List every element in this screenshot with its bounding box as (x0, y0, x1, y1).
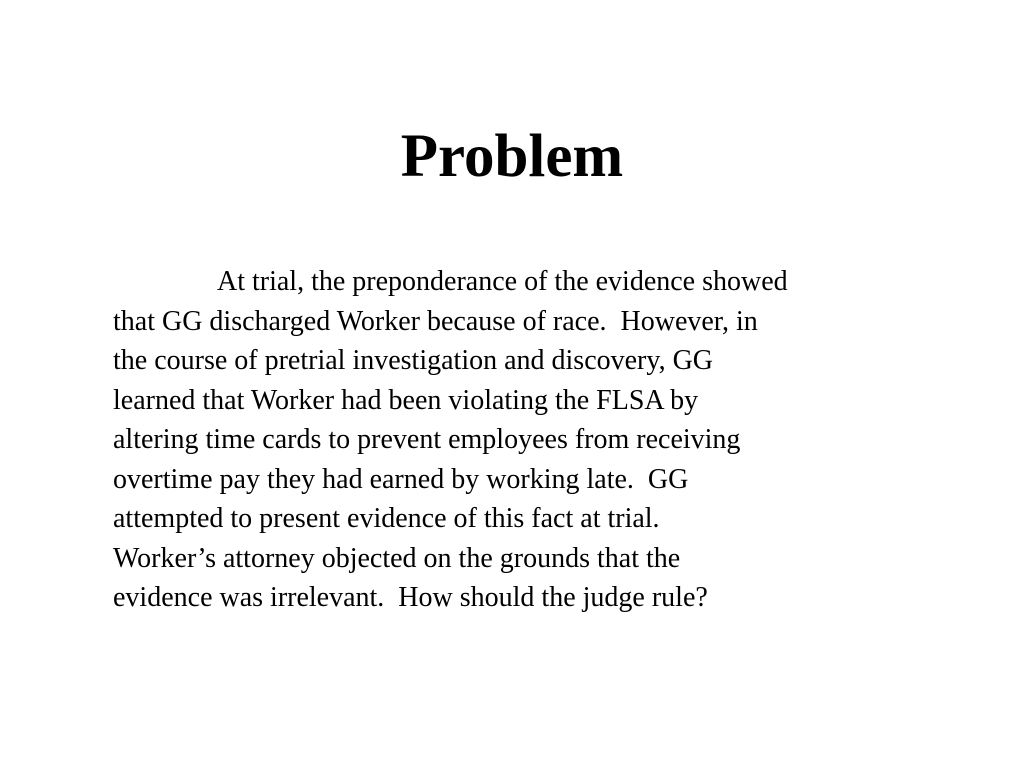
body-line: the course of pretrial investigation and discovery, GG (113, 345, 714, 376)
body-line: that GG discharged Worker because of race. However, in (113, 305, 758, 337)
slide-body-paragraph (113, 262, 923, 618)
body-line: overtime pay they had earned by working late. GG (113, 463, 689, 495)
body-line: At trial, the preponderance of the evidence showed (217, 266, 788, 297)
slide-title: Problem (400, 123, 624, 190)
body-line: Worker’s attorney objected on the grounds that the (113, 542, 681, 574)
body-line: evidence was irrelevant. How should the judge rule? (113, 582, 708, 613)
body-line: learned that Worker had been violating the FLSA by (113, 384, 699, 416)
body-line: attempted to present evidence of this fact at trial. (113, 503, 660, 534)
body-line: altering time cards to prevent employees from receiving (113, 424, 741, 455)
